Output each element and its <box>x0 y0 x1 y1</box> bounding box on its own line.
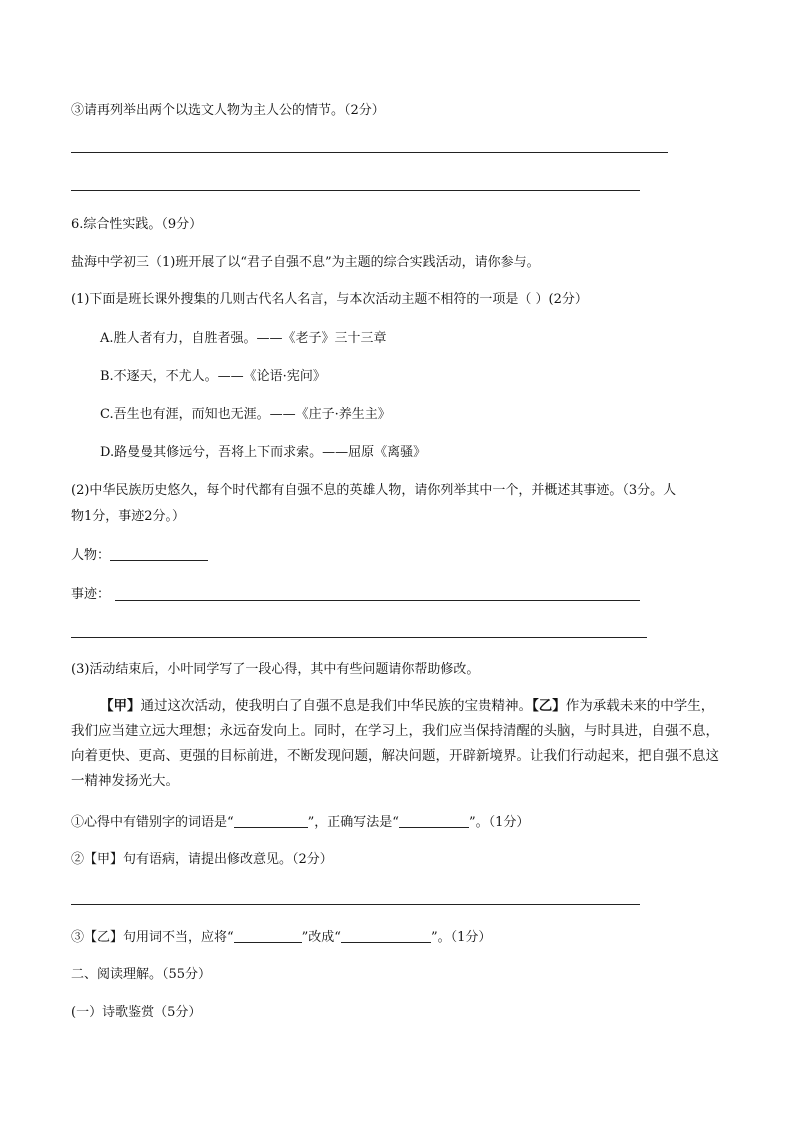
q6-sub3-q1 <box>71 813 529 832</box>
person-label: 人物： <box>71 548 111 563</box>
q6-sub3-q2: ②【甲】句有语病，请提出修改意见。（2分） <box>71 852 333 867</box>
reflection-paragraph <box>71 694 725 794</box>
sentence-jia: 通过这次活动，使我明白了自强不息是我们中华民族的宝贵精神。 <box>140 698 532 714</box>
option-b: B.不逐天，不尤人。——《论语·宪问》 <box>100 369 326 384</box>
original-word-blank[interactable] <box>234 928 302 943</box>
q1-text-c: ”。（1分） <box>468 815 530 830</box>
q6-sub2-prompt-line2: 物1分，事迹2分。） <box>71 509 186 524</box>
person-field <box>71 546 208 565</box>
section2-part1: (一）诗歌鉴赏（5分） <box>71 1005 202 1020</box>
sentence-yi: 作为承载未来的中学生，我们应当建立远大理想；永远奋发向上。同时，在学习上，我们应当保持清醒的头脑，与时具进，自强不息，向着更快、更高、更强的目标前进，不断发现问题，解决问题，开辟新境界。让我们行动起来，把自强不息这一精神发扬光大。 <box>71 698 719 789</box>
q6-sub2-prompt-line1: (2)中华民族历史悠久，每个时代都有自强不息的英雄人物，请你列举其中一个，并概述其事迹。（3分。人 <box>71 483 677 498</box>
q6-sub3-prompt: (3)活动结束后，小叶同学写了一段心得，其中有些问题请你帮助修改。 <box>71 662 480 677</box>
option-a: A.胜人者有力，自胜者强。——《老子》三十三章 <box>100 331 387 346</box>
q3-text-a: ③【乙】句用词不当，应将“ <box>71 930 234 945</box>
q5-item3: ③请再列举出两个以选文人物为主人公的情节。（2分） <box>71 103 385 118</box>
correct-word-blank[interactable] <box>399 813 469 828</box>
q1-text-a: ①心得中有错别字的词语是“ <box>71 815 234 830</box>
replacement-word-blank[interactable] <box>341 928 431 943</box>
wrong-word-blank[interactable] <box>234 813 308 828</box>
answer-line <box>71 190 640 191</box>
q1-text-b: ”，正确写法是“ <box>307 815 399 830</box>
q6-sub3-q3 <box>71 928 491 947</box>
q3-text-b: ”改成“ <box>301 930 341 945</box>
deeds-field <box>71 586 110 604</box>
marker-yi: 【乙】 <box>532 698 566 714</box>
person-blank[interactable] <box>110 546 208 561</box>
q2-answer-line[interactable] <box>71 904 640 905</box>
marker-jia: 【甲】 <box>100 698 141 714</box>
q6-intro: 盐海中学初三（1)班开展了以“君子自强不息”为主题的综合实践活动，请你参与。 <box>71 255 540 270</box>
answer-line <box>71 152 668 153</box>
q6-title: 6.综合性实践。（9分） <box>71 217 203 232</box>
option-d: D.路曼曼其修远兮，吾将上下而求索。——屈原《离骚》 <box>100 445 427 460</box>
option-c: C.吾生也有涯，而知也无涯。——《庄子·养生主》 <box>100 407 391 422</box>
q6-sub1-prompt: (1)下面是班长课外搜集的几则古代名人名言，与本次活动主题不相符的一项是（ ）(2分） <box>71 292 588 307</box>
deeds-answer-line-2[interactable] <box>71 637 647 638</box>
deeds-answer-line[interactable] <box>115 600 640 601</box>
q3-text-c: ”。（1分） <box>430 930 492 945</box>
section2-title: 二、阅读理解。（55分） <box>71 967 212 982</box>
deeds-label: 事迹： <box>71 587 111 602</box>
